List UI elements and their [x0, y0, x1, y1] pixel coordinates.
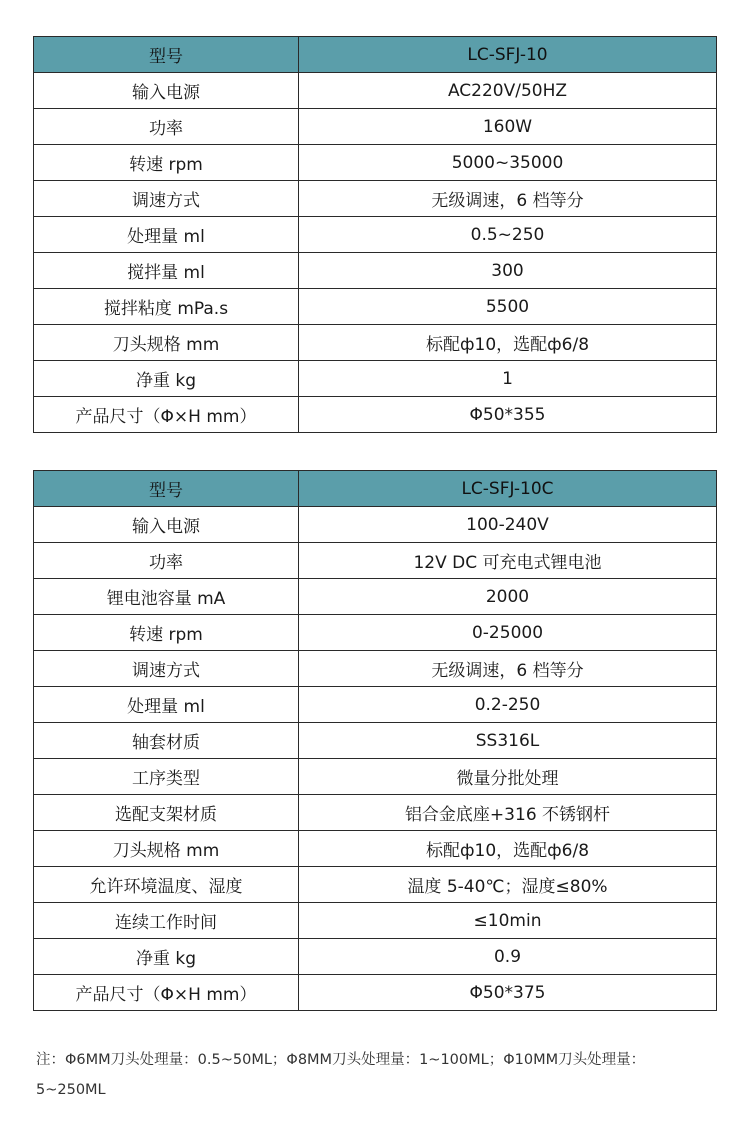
table-row: [34, 217, 717, 253]
table-row: [34, 903, 717, 939]
table-row: [34, 289, 717, 325]
table-row: [34, 615, 717, 651]
table-row: [34, 579, 717, 615]
table-row: [34, 831, 717, 867]
spec-label: 功率: [34, 109, 299, 145]
spec-table-lc-sfj-10: [33, 36, 717, 433]
table-header-row: [34, 37, 717, 73]
header-model-cell: LC-SFJ-10C: [299, 471, 717, 507]
table-row: [34, 723, 717, 759]
spec-label: 调速方式: [34, 651, 299, 687]
spec-value: 0.2-250: [299, 687, 717, 723]
spec-value: 无级调速，6 档等分: [299, 651, 717, 687]
table-row: [34, 543, 717, 579]
spec-value: 160W: [299, 109, 717, 145]
spec-value: 微量分批处理: [299, 759, 717, 795]
spec-label: 净重 kg: [34, 939, 299, 975]
table-row: [34, 759, 717, 795]
table-row: [34, 795, 717, 831]
spec-label: 刀头规格 mm: [34, 325, 299, 361]
spec-value: 0.9: [299, 939, 717, 975]
spec-label: 功率: [34, 543, 299, 579]
spec-label: 处理量 ml: [34, 217, 299, 253]
table-row: [34, 397, 717, 433]
table-row: [34, 145, 717, 181]
spec-label: 输入电源: [34, 507, 299, 543]
spec-table-lc-sfj-10c: [33, 470, 717, 1011]
spec-value: 0-25000: [299, 615, 717, 651]
table-header-row: [34, 471, 717, 507]
spec-value: AC220V/50HZ: [299, 73, 717, 109]
table-row: [34, 975, 717, 1011]
spec-label: 转速 rpm: [34, 145, 299, 181]
table-row: [34, 73, 717, 109]
table-row: [34, 939, 717, 975]
spec-label: 搅拌粘度 mPa.s: [34, 289, 299, 325]
table-row: [34, 507, 717, 543]
spec-value: 2000: [299, 579, 717, 615]
spec-label: 刀头规格 mm: [34, 831, 299, 867]
spec-label: 调速方式: [34, 181, 299, 217]
spec-label: 转速 rpm: [34, 615, 299, 651]
table-row: [34, 253, 717, 289]
spec-label: 净重 kg: [34, 361, 299, 397]
spec-value: 1: [299, 361, 717, 397]
header-label-cell: 型号: [34, 37, 299, 73]
table-row: [34, 181, 717, 217]
spec-label: 产品尺寸（Φ×H mm）: [34, 975, 299, 1011]
header-label-cell: 型号: [34, 471, 299, 507]
spec-label: 处理量 ml: [34, 687, 299, 723]
spec-value: 100-240V: [299, 507, 717, 543]
header-model-cell: LC-SFJ-10: [299, 37, 717, 73]
table-row: [34, 325, 717, 361]
spec-value: 5000~35000: [299, 145, 717, 181]
spec-value: 0.5~250: [299, 217, 717, 253]
spec-value: 温度 5-40℃；湿度≤80%: [299, 867, 717, 903]
spec-label: 工序类型: [34, 759, 299, 795]
spec-label: 输入电源: [34, 73, 299, 109]
spec-value: Φ50*355: [299, 397, 717, 433]
spec-label: 允许环境温度、湿度: [34, 867, 299, 903]
spec-value: 300: [299, 253, 717, 289]
spec-label: 搅拌量 ml: [34, 253, 299, 289]
spec-label: 轴套材质: [34, 723, 299, 759]
spec-label: 连续工作时间: [34, 903, 299, 939]
spec-label: 锂电池容量 mA: [34, 579, 299, 615]
footnote: 注：Φ6MM刀头处理量：0.5~50ML；Φ8MM刀头处理量：1~100ML；Φ10MM刀头处理量：5~250ML: [36, 1052, 646, 1098]
table-row: [34, 361, 717, 397]
spec-label: 产品尺寸（Φ×H mm）: [34, 397, 299, 433]
spec-value: 5500: [299, 289, 717, 325]
spec-value: 无级调速，6 档等分: [299, 181, 717, 217]
table-row: [34, 651, 717, 687]
table-row: [34, 687, 717, 723]
spec-value: 标配ф10，选配ф6/8: [299, 325, 717, 361]
table-row: [34, 867, 717, 903]
spec-value: SS316L: [299, 723, 717, 759]
spec-label: 选配支架材质: [34, 795, 299, 831]
spec-value: 12V DC 可充电式锂电池: [299, 543, 717, 579]
spec-value: 标配ф10，选配ф6/8: [299, 831, 717, 867]
spec-value: Φ50*375: [299, 975, 717, 1011]
spec-value: 铝合金底座+316 不锈钢杆: [299, 795, 717, 831]
table-row: [34, 109, 717, 145]
spec-value: ≤10min: [299, 903, 717, 939]
